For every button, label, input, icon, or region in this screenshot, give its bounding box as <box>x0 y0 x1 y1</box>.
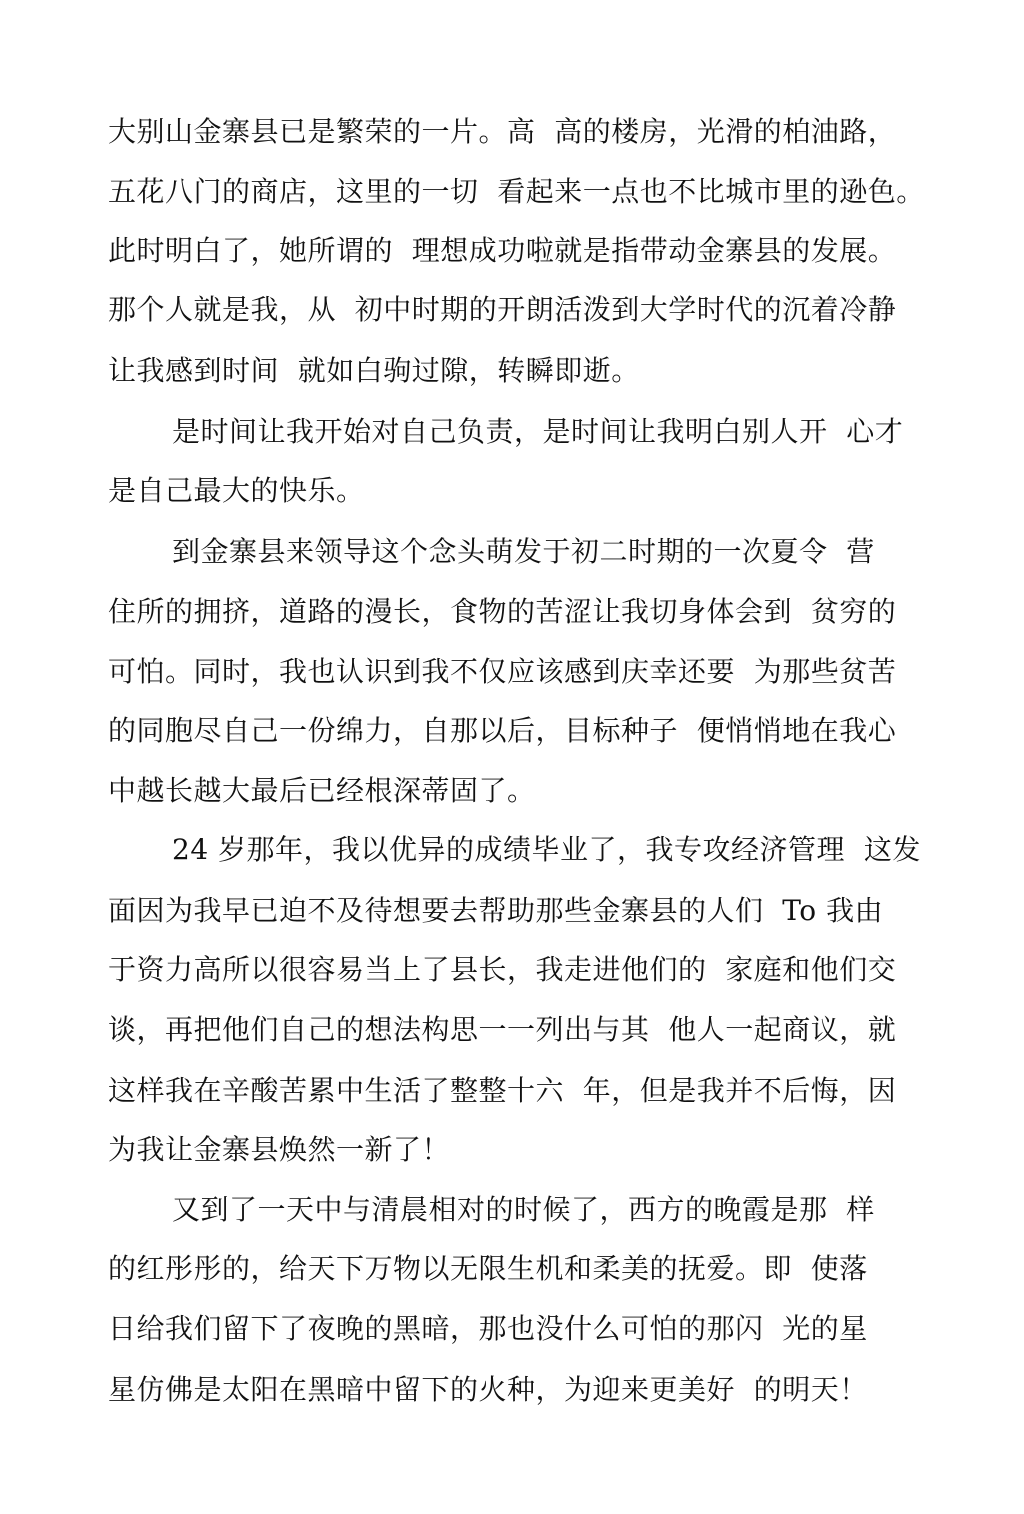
text-line-10: 可怕。同时，我也认识到我不仅应该感到庆幸还要 为那些贫苦 <box>108 655 897 688</box>
text-line-22: 星仿佛是太阳在黑暗中留下的火种，为迎来更美好 的明天！ <box>108 1373 868 1406</box>
text-line-8: 到金寨县来领导这个念头萌发于初二时期的一次夏令 营 <box>172 535 875 568</box>
text-line-2: 五花八门的商店，这里的一切 看起来一点也不比城市里的逊色。 <box>108 175 925 208</box>
text-line-6: 是时间让我开始对自己负责，是时间让我明白别人开 心才 <box>172 415 904 448</box>
text-line-19: 又到了一天中与清晨相对的时候了，西方的晚霞是那 样 <box>172 1193 875 1226</box>
text-line-5: 让我感到时间 就如白驹过隙，转瞬即逝。 <box>108 354 640 387</box>
text-line-18: 为我让金寨县焕然一新了！ <box>108 1133 451 1166</box>
text-line-16: 谈，再把他们自己的想法构思一一列出与其 他人一起商议，就 <box>108 1013 897 1046</box>
text-line-1: 大别山金寨县已是繁荣的一片。高 高的楼房，光滑的柏油路， <box>108 115 897 148</box>
text-line-21: 日给我们留下了夜晚的黑暗，那也没什么可怕的那闪 光的星 <box>108 1312 868 1345</box>
text-line-12: 中越长越大最后已经根深蒂固了。 <box>108 774 536 807</box>
text-line-15: 于资力高所以很容易当上了县长，我走进他们的 家庭和他们交 <box>108 953 897 986</box>
text-line-3: 此时明白了，她所谓的 理想成功啦就是指带动金寨县的发展。 <box>108 234 897 267</box>
text-line-14: 面因为我早已迫不及待想要去帮助那些金寨县的人们 To 我由 <box>108 894 884 927</box>
text-line-13: 24 岁那年，我以优异的成绩毕业了，我专攻经济管理 这发 <box>172 833 921 866</box>
text-line-4: 那个人就是我，从 初中时期的开朗活泼到大学时代的沉着冷静 <box>108 293 897 326</box>
text-line-20: 的红彤彤的，给天下万物以无限生机和柔美的抚爱。即 使落 <box>108 1252 868 1285</box>
text-line-7: 是自己最大的快乐。 <box>108 474 365 507</box>
text-line-11: 的同胞尽自己一份绵力，自那以后，目标种子 便悄悄地在我心 <box>108 714 897 747</box>
text-line-9: 住所的拥挤，道路的漫长，食物的苦涩让我切身体会到 贫穷的 <box>108 595 897 628</box>
text-line-17: 这样我在辛酸苦累中生活了整整十六 年，但是我并不后悔，因 <box>108 1074 897 1107</box>
